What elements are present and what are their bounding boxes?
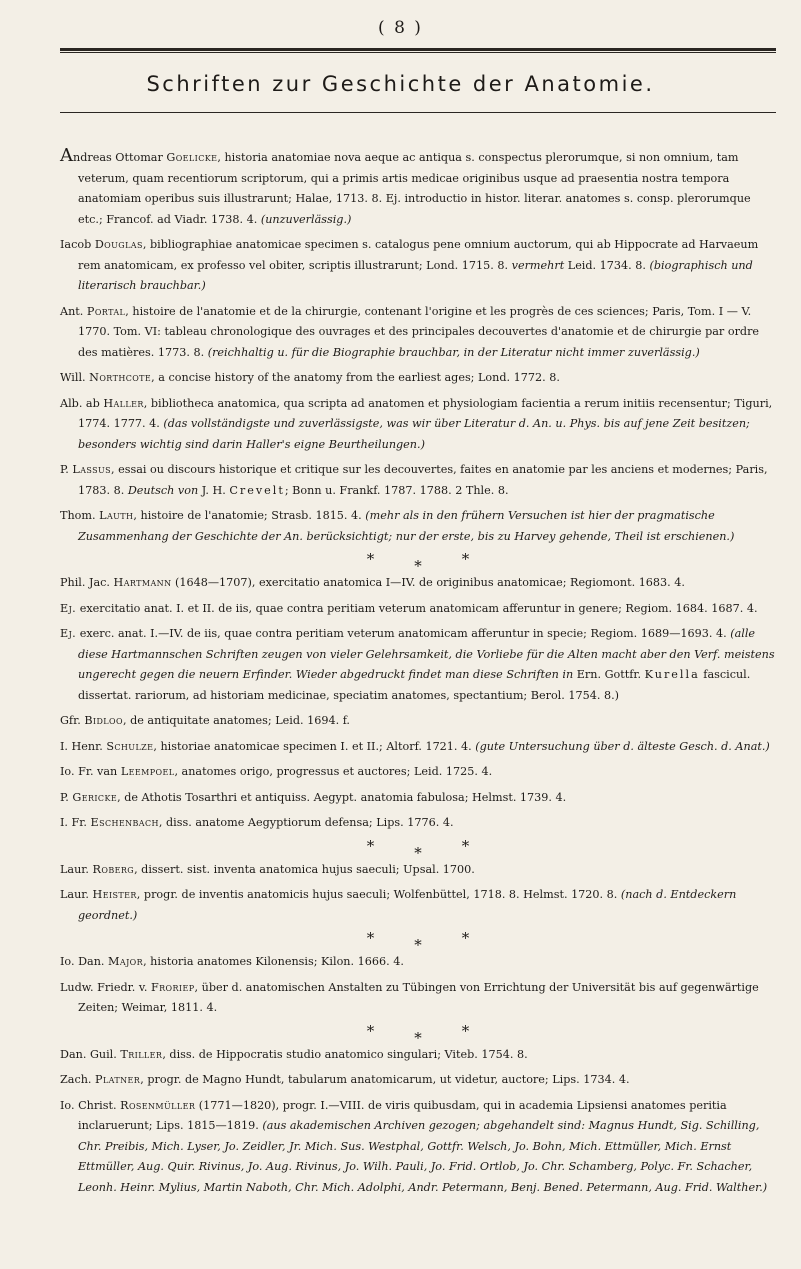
entry-author: Io. Dan. (60, 955, 109, 968)
entry-author: P. (60, 463, 73, 476)
entry-surname: Eschenbach (90, 816, 159, 829)
entry-note: (aus akademischen Archiven gezogen; abgehandelt sind: Magnus Hundt, Sig. Schilling, Chr. Preibis, Mich. Lyser, Jo. Zeidler, Jr. Mich. Sus. Westphal, Gottfr. Welsch, Jo. Bohn, Mich. Ettmüller, Mich. Ernst Ettmüller, Aug. Quir. Rivinus, Jo. Aug. Rivinus, Jo. Wilh. Pauli, Jo. Frid. Ortlob, Jo. Chr. Schamberg, Polyc. Fr. Schacher, Leonh. Heinr. Mylius, Martin Naboth, Chr. Mich. Adolphi, Andr. Petermann, Benj. Bened. Petermann, Aug. Frid. Walther.) (78, 1119, 768, 1194)
entry-note: (reichhaltig u. für die Biographie brauchbar, in der Literatur nicht immer zuverlässig.) (207, 345, 700, 359)
entry-text: , historiae anatomicae specimen I. et II.; Altorf. 1721. 4. (153, 739, 476, 753)
entry-text: , de Athotis Tosarthri et antiquiss. Aegypt. anatomia fabulosa; Helmst. 1739. 4. (117, 790, 567, 804)
entry-surname: Ej. (60, 601, 77, 615)
separator-star: * (414, 936, 422, 954)
entry-surname: Ej. (60, 627, 77, 640)
separator-star: * (414, 1028, 422, 1047)
bibliography-entry (60, 302, 776, 364)
entry-author: Gfr. (60, 714, 85, 727)
entry-text: , progr. de inventis anatomicis hujus saeculi; Wolfenbüttel, 1718. 8. Helmst. 1720. 8. (136, 888, 621, 901)
entry-surname: Haller (103, 396, 144, 410)
entry-author: ndreas Ottomar (73, 151, 167, 164)
bibliography-entry (60, 368, 776, 389)
entry-text: , diss. de Hippocratis studio anatomico singulari; Viteb. 1754. 8. (162, 1047, 528, 1061)
bibliography-entry (60, 860, 776, 881)
entry-text: Leid. 1734. 8. (564, 258, 650, 272)
entry-note: (unzuverlässig.) (260, 212, 352, 226)
entry-text: , histoire de l'anatomie et de la chirurgie, contenant l'origine et les progrès de ces sciences; Paris, Tom. I — V. 1770. Tom. VI: tableau chronologique des ouvrages et des principales decouvertes d'anatomie et de chirurgie par ordre des matières. 1773. 8. (78, 304, 760, 359)
entry-text: Ern. Gottfr. (573, 668, 645, 681)
bibliography-entry (60, 146, 776, 230)
entry-text: , essai ou discours historique et critique sur les decouvertes, faites en anatomie par les anciens et modernes; Paris, 1783. 8. (78, 463, 768, 497)
separator-star: * (366, 929, 375, 947)
entry-author: Iacob (60, 238, 95, 251)
entry-surname: Major (108, 955, 144, 968)
separator-star: * (366, 1021, 375, 1040)
entry-surname: Roberg (92, 862, 135, 876)
separator-star: * (461, 929, 470, 947)
entry-author: Laur. (60, 888, 93, 901)
entry-text: , bibliographiae anatomicae specimen s. catalogus pene omnium auctorum, qui ab Hippocrate ad Harvaeum rem anatomicam, ex professo vel obiter, scriptis illustrarunt; Lond. 1715. 8. (78, 238, 759, 272)
entry-surname: Schulze (106, 739, 154, 753)
entry-author: P. (60, 790, 73, 804)
bibliography-entry (60, 762, 776, 783)
entry-author: Phil. Jac. (60, 576, 114, 589)
entry-text: , diss. anatome Aegyptiorum defensa; Lips. 1776. 4. (158, 816, 454, 829)
entry-text: exercitatio anat. I. et II. de iis, quae contra peritiam veterum anatomicam afferuntur in genere; Regiom. 1684. 1687. 4. (76, 601, 758, 615)
entry-text: ; Bonn u. Frankf. 1787. 1788. 2 Thle. 8. (284, 483, 509, 497)
entry-text: , histoire de l'anatomie; Strasb. 1815. 4. (133, 509, 366, 522)
section-separator (60, 1021, 776, 1047)
entry-text: , historia anatomes Kilonensis; Kilon. 1666. 4. (143, 955, 404, 968)
entry-note: Deutsch von (127, 483, 199, 497)
entry-spaced-name: Kurella (644, 668, 700, 681)
bibliography-entry (60, 624, 776, 706)
entry-surname: Lauth (99, 509, 134, 522)
entry-surname: Gericke (72, 790, 118, 804)
entry-author: I. Henr. (60, 739, 107, 753)
bibliography-entry (60, 788, 776, 809)
entry-text: exerc. anat. I.—IV. de iis, quae contra peritiam veterum anatomicam afferuntur in specie; Regiom. 1689—1693. 4. (76, 627, 731, 640)
entry-surname: Froriep (150, 980, 195, 994)
entry-note: (nach d. Entdeckern geordnet.) (78, 888, 737, 922)
bibliography-entry (60, 813, 776, 834)
entry-author: Io. Fr. van (60, 765, 121, 778)
entry-text: (1648—1707), exercitatio anatomica I—IV. de originibus anatomicae; Regiomont. 1683. 4. (171, 576, 685, 589)
entry-author: Ludw. Friedr. v. (60, 980, 151, 994)
entry-author: I. Fr. (60, 816, 91, 829)
entry-initial: A (60, 145, 73, 166)
entry-surname: Douglas (94, 238, 143, 251)
title-rule (60, 112, 776, 113)
section-separator (60, 928, 776, 954)
entry-note: (das vollständigste und zuverlässigste, was wir über Literatur d. An. u. Phys. bis auf jene Zeit besitzen; besonders wichtig sind darin Haller's eigne Beurtheilungen.) (78, 417, 750, 451)
entry-surname: Portal (86, 304, 126, 318)
entry-author: Alb. ab (60, 396, 104, 410)
separator-star: * (366, 550, 375, 568)
entry-text: , anatomes origo, progressus et auctores; Leid. 1725. 4. (174, 765, 493, 778)
entry-author: Dan. Guil. (60, 1047, 121, 1061)
bibliography-entry (60, 1045, 776, 1066)
separator-star: * (414, 557, 422, 575)
separator-star: * (461, 1021, 470, 1040)
entry-author: Ant. (60, 304, 87, 318)
bibliography-entry (60, 737, 776, 758)
separator-star: * (461, 836, 470, 855)
entry-surname: Lassus (72, 463, 112, 476)
header-rule-thin (60, 52, 776, 53)
separator-star: * (366, 836, 375, 855)
entry-text: , dissert. sist. inventa anatomica hujus saeculi; Upsal. 1700. (134, 862, 475, 876)
entry-author: Laur. (60, 862, 93, 876)
bibliography-entry (60, 1096, 776, 1199)
entry-text: fascicul. dissertat. rariorum, ad historiam medicinae, speciatim anatomes, spectantium; Berol. 1754. 8.) (78, 668, 751, 702)
header-rule (60, 48, 776, 51)
bibliography-entry (60, 506, 776, 547)
bibliography-entry (60, 394, 776, 456)
entry-surname: Hartmann (113, 576, 172, 589)
entry-author: Thom. (60, 509, 100, 522)
bibliography (60, 146, 776, 1198)
bibliography-entry (60, 1070, 776, 1091)
entry-surname: Goelicke (166, 151, 218, 164)
entry-text: , de antiquitate anatomes; Leid. 1694. f. (122, 714, 350, 727)
bibliography-entry (60, 573, 776, 594)
entry-surname: Heister (92, 888, 137, 901)
bibliography-entry (60, 952, 776, 973)
entry-note: (mehr als in den frühern Versuchen ist hier der pragmatische Zusammenhang der Geschichte der An. berücksichtigt; nur der erste, bis zu Harvey gehende, Theil ist erschienen.) (78, 509, 735, 543)
entry-author: Will. (60, 371, 90, 384)
entry-text: J. H. (198, 483, 230, 497)
entry-surname: Northcote (89, 371, 152, 384)
page-title: Schriften zur Geschichte der Anatomie. (146, 72, 655, 96)
entry-surname: Rosenmüller (120, 1098, 196, 1112)
entry-text: (1771—1820), progr. I.—VIII. de viris quibusdam, qui in academia Lipsiensi anatomes peritia inclaruerunt; Lips. 1815—1819. (78, 1098, 727, 1132)
entry-surname: Bidloo (84, 714, 123, 727)
entry-text: , historia anatomiae nova aeque ac antiqua s. conspectus plerorumque, si non omnium, tam veterum, quam recentiorum scriptorum, qui a primis artis medicae originibus usque ad praesentia nostra tempora anatomiam operibus suis illustrarunt; Halae, 1713. 8. Ej. introductio in histor. literar. anatomes s. consp. plerorumque etc.; Francof. ad Viadr. 1738. 4. (78, 151, 751, 226)
bibliography-entry (60, 711, 776, 732)
entry-author: Io. Christ. (60, 1098, 121, 1112)
page-number: ( 8 ) (378, 18, 423, 38)
entry-spaced-name: Crevelt (229, 483, 285, 497)
bibliography-entry (60, 885, 776, 926)
entry-note: (biographisch und literarisch brauchbar.) (78, 258, 753, 292)
entry-surname: Platner (95, 1073, 141, 1086)
bibliography-entry (60, 599, 776, 620)
section-separator (60, 836, 776, 862)
entry-note: (alle diese Hartmannschen Schriften zeugen von vieler Gelehrsamkeit, die Vorliebe für die Alten macht aber den Verf. meistens ungerecht gegen die neuern Erfinder. Wieder abgedruckt findet man diese Schriften in (78, 627, 775, 681)
entry-surname: Leempoel (120, 765, 175, 778)
entry-note: (gute Untersuchung über d. älteste Gesch. d. Anat.) (475, 739, 770, 753)
separator-star: * (414, 843, 422, 862)
section-separator (60, 549, 776, 575)
entry-author: Zach. (60, 1073, 96, 1086)
entry-italic: vermehrt (511, 258, 565, 272)
separator-star: * (461, 550, 470, 568)
bibliography-entry (60, 235, 776, 297)
entry-text: , bibliotheca anatomica, qua scripta ad anatomen et physiologiam facientia a rerum initiis recensentur; Tiguri, 1774. 1777. 4. (78, 396, 773, 430)
entry-text: , progr. de Magno Hundt, tabularum anatomicarum, ut videtur, auctore; Lips. 1734. 4. (140, 1073, 630, 1086)
entry-text: , a concise history of the anatomy from the earliest ages; Lond. 1772. 8. (151, 371, 560, 384)
bibliography-entry (60, 460, 776, 501)
entry-text: , über d. anatomischen Anstalten zu Tübingen von Errichtung der Universität bis auf gegenwärtige Zeiten; Weimar, 1811. 4. (78, 980, 759, 1014)
bibliography-entry (60, 978, 776, 1019)
entry-surname: Triller (120, 1047, 163, 1061)
